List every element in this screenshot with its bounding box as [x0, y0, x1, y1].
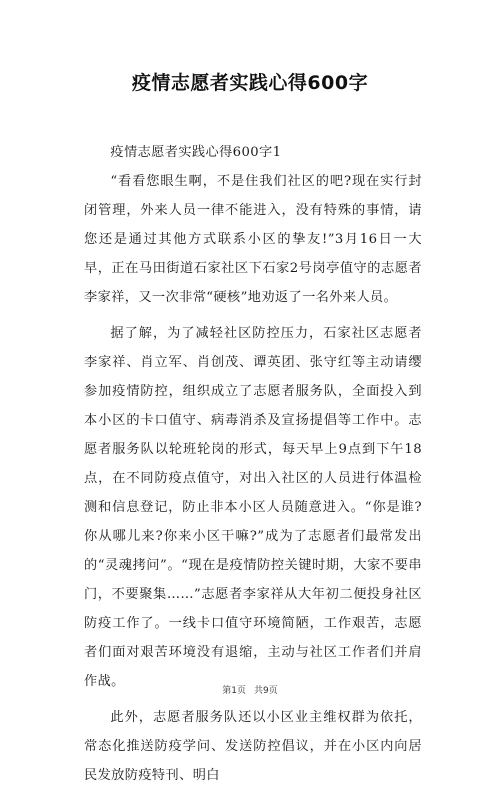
paragraph: 据了解，为了减轻社区防控压力，石家社区志愿者李家祥、肖立军、肖创茂、谭英团、张守红等主动请缨参加疫情防控，组织成立了志愿者服务队，全面投入到本小区的卡口值守、病毒消杀及宣扬提倡等工作中。志愿者服务队以轮班轮岗的形式，每天早上9点到下午18点，在不同防疫点值守，对出入社区的人员进行体温检测和信息登记，防止非本小区人员随意进入。“你是谁?你从哪儿来?你来小区干嘛?”成为了志愿者们最常发出的“灵魂拷问”。“现在是疫情防控关键时期，大家不要串门，不要聚集……”志愿者李家祥从大年初二便投身社区防疫工作了。一线卡口值守环境简陋，工作艰苦，志愿者们面对艰苦环境没有退缩，主动与社区工作者们并肩作战。 — [84, 326, 422, 689]
paragraph: 此外，志愿者服务队还以小区业主维权群为依托，常态化推送防疫学问、发送防控倡议，并在小区内向居民发放防疫特刊、明白 — [84, 710, 422, 783]
page-footer — [0, 683, 500, 696]
paragraph: “看看您眼生啊，不是住我们社区的吧?现在实行封闭管理，外来人员一律不能进入，没有特殊的事情，请您还是通过其他方式联系小区的挚友!”3月16日一大早，正在马田街道石家社区下石家2号岗亭值守的志愿者李家祥，又一次非常“硬核”地劝返了一名外来人员。 — [84, 174, 422, 305]
section-heading: 疫情志愿者实践心得600字1 — [110, 145, 282, 160]
document-body — [84, 138, 422, 797]
page-number: 第1页 — [222, 686, 246, 696]
document-title: 疫情志愿者实践心得600字 — [131, 72, 369, 94]
page-total: 共9页 — [254, 686, 278, 696]
